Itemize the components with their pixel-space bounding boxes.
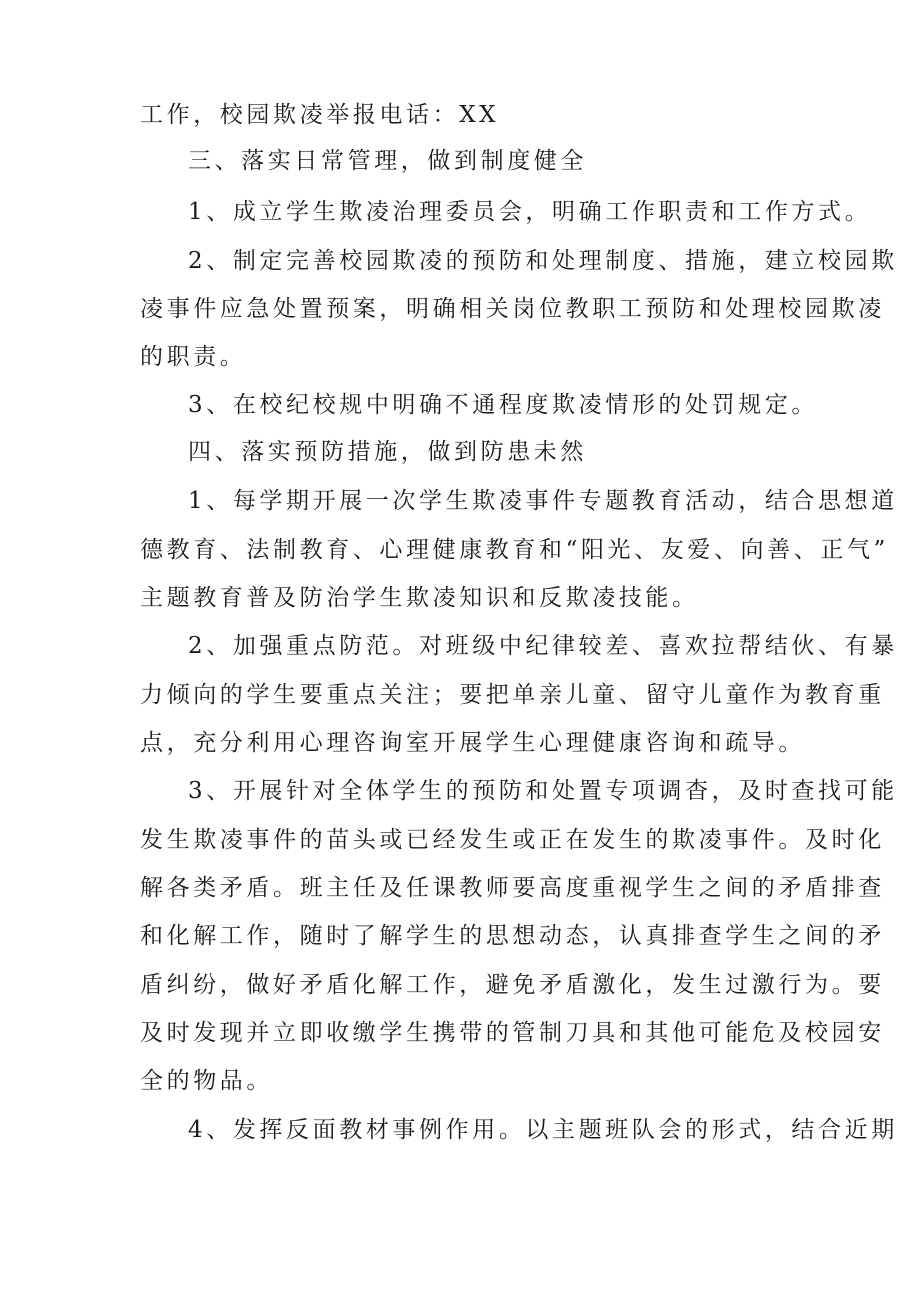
text-line-1: 工作，校园欺凌举报电话：XX (140, 102, 500, 128)
paragraph-4-3-line-7: 全的物品。 (140, 1068, 273, 1094)
paragraph-4-4-line-1: 4、发挥反面教材事例作用。以主题班队会的形式，结合近期 (188, 1117, 898, 1143)
paragraph-4-3-line-4: 和化解工作，随时了解学生的思想动态，认真排查学生之间的矛 (140, 923, 885, 949)
section-heading-4: 四、落实预防措施，做到防患未然 (188, 439, 587, 465)
paragraph-3-3: 3、在校纪校规中明确不通程度欺凌情形的处罚规定。 (188, 392, 819, 418)
paragraph-3-2-line-3: 的职责。 (140, 344, 247, 370)
paragraph-4-3-line-2: 发生欺凌事件的苗头或已经发生或正在发生的欺凌事件。及时化 (140, 827, 885, 853)
paragraph-4-1-line-2: 德教育、法制教育、心理健康教育和“阳光、友爱、向善、正气” (140, 537, 889, 563)
paragraph-4-1-line-1: 1、每学期开展一次学生欺凌事件专题教育活动，结合思想道 (188, 488, 898, 514)
section-heading-3: 三、落实日常管理，做到制度健全 (188, 148, 587, 174)
paragraph-4-1-line-3: 主题教育普及防治学生欺凌知识和反欺凌技能。 (140, 585, 699, 611)
paragraph-4-3-line-6: 及时发现并立即收缴学生携带的管制刀具和其他可能危及校园安 (140, 1020, 885, 1046)
paragraph-4-3-line-5: 盾纠纷，做好矛盾化解工作，避免矛盾激化，发生过激行为。要 (140, 972, 885, 998)
paragraph-4-2-line-1: 2、加强重点防范。对班级中纪律较差、喜欢拉帮结伙、有暴 (188, 633, 898, 659)
paragraph-4-3-line-1: 3、开展针对全体学生的预防和处置专项调杳，及时查找可能 (188, 778, 898, 804)
paragraph-3-2-line-2: 凌事件应急处置预案，明确相关岗位教职工预防和处理校园欺凌 (140, 296, 885, 322)
paragraph-3-2-line-1: 2、制定完善校园欺凌的预防和处理制度、措施，建立校园欺 (188, 248, 898, 274)
paragraph-4-2-line-3: 点，充分利用心理咨询室开展学生心理健康咨询和疏导。 (140, 730, 805, 756)
paragraph-4-2-line-2: 力倾向的学生要重点关注；要把单亲儿童、留守儿童作为教育重 (140, 682, 885, 708)
paragraph-3-1: 1、成立学生欺凌治理委员会，明确工作职责和工作方式。 (188, 199, 872, 225)
paragraph-4-3-line-3: 解各类矛盾。班主任及任课教师要高度重视学生之间的矛盾排查 (140, 875, 885, 901)
